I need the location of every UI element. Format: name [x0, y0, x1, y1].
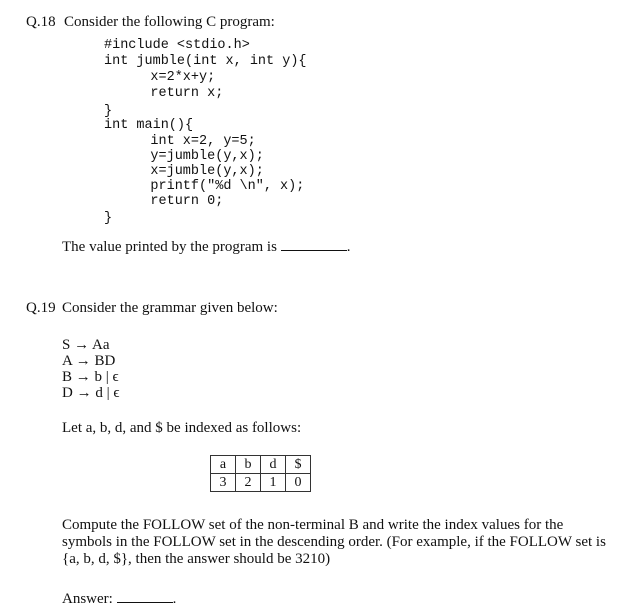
code-line: x=2*x+y;	[118, 70, 216, 85]
q19-period: .	[172, 591, 177, 607]
q19-number: Q.19	[26, 300, 56, 316]
table-cell: 3	[211, 474, 236, 492]
index-table-symbol-row	[211, 456, 311, 474]
q18-answer-line	[62, 238, 350, 256]
code-line: }	[104, 211, 113, 226]
q18-answer-blank[interactable]	[281, 238, 347, 251]
table-cell: $	[286, 456, 311, 474]
code-line: return 0;	[118, 194, 224, 209]
code-line: y=jumble(y,x);	[118, 149, 264, 164]
q19-answer-blank[interactable]	[117, 590, 173, 603]
q18-answer-text: The value printed by the program is	[62, 239, 277, 255]
table-cell: 1	[261, 474, 286, 492]
q18-period: .	[346, 239, 351, 255]
code-line: #include <stdio.h>	[104, 38, 250, 53]
index-table	[210, 455, 311, 492]
grammar-rule: D → d | ϵ	[62, 385, 120, 401]
q19-instruction: Compute the FOLLOW set of the non-terminal B and write the index values for the symbols in the FOLLOW set in the descending order. (For example, if the FOLLOW set is {a, b, d, $}, then the answer should be 3210)	[62, 517, 606, 567]
code-line: int jumble(int x, int y){	[104, 54, 307, 69]
code-line: int main(){	[104, 118, 194, 133]
q19-answer-line	[62, 590, 176, 608]
grammar-rule: S → Aa	[62, 337, 110, 353]
q18-number: Q.18	[26, 14, 56, 30]
q18-prompt: Consider the following C program:	[64, 14, 275, 30]
q19-prompt: Consider the grammar given below:	[62, 300, 278, 316]
table-cell: 0	[286, 474, 311, 492]
grammar-rule: B → b | ϵ	[62, 369, 119, 385]
table-cell: b	[236, 456, 261, 474]
q19-index-intro: Let a, b, d, and $ be indexed as follows:	[62, 420, 302, 436]
code-line: x=jumble(y,x);	[118, 164, 264, 179]
q18-code-block	[104, 38, 424, 228]
code-line: printf("%d \n", x);	[118, 179, 305, 194]
table-cell: d	[261, 456, 286, 474]
code-line: int x=2, y=5;	[118, 134, 256, 149]
code-line: return x;	[118, 86, 224, 101]
index-table-index-row	[211, 474, 311, 492]
table-cell: a	[211, 456, 236, 474]
table-cell: 2	[236, 474, 261, 492]
grammar-rule: A → BD	[62, 353, 116, 369]
q19-answer-label: Answer:	[62, 591, 113, 607]
code-line: }	[104, 104, 113, 119]
